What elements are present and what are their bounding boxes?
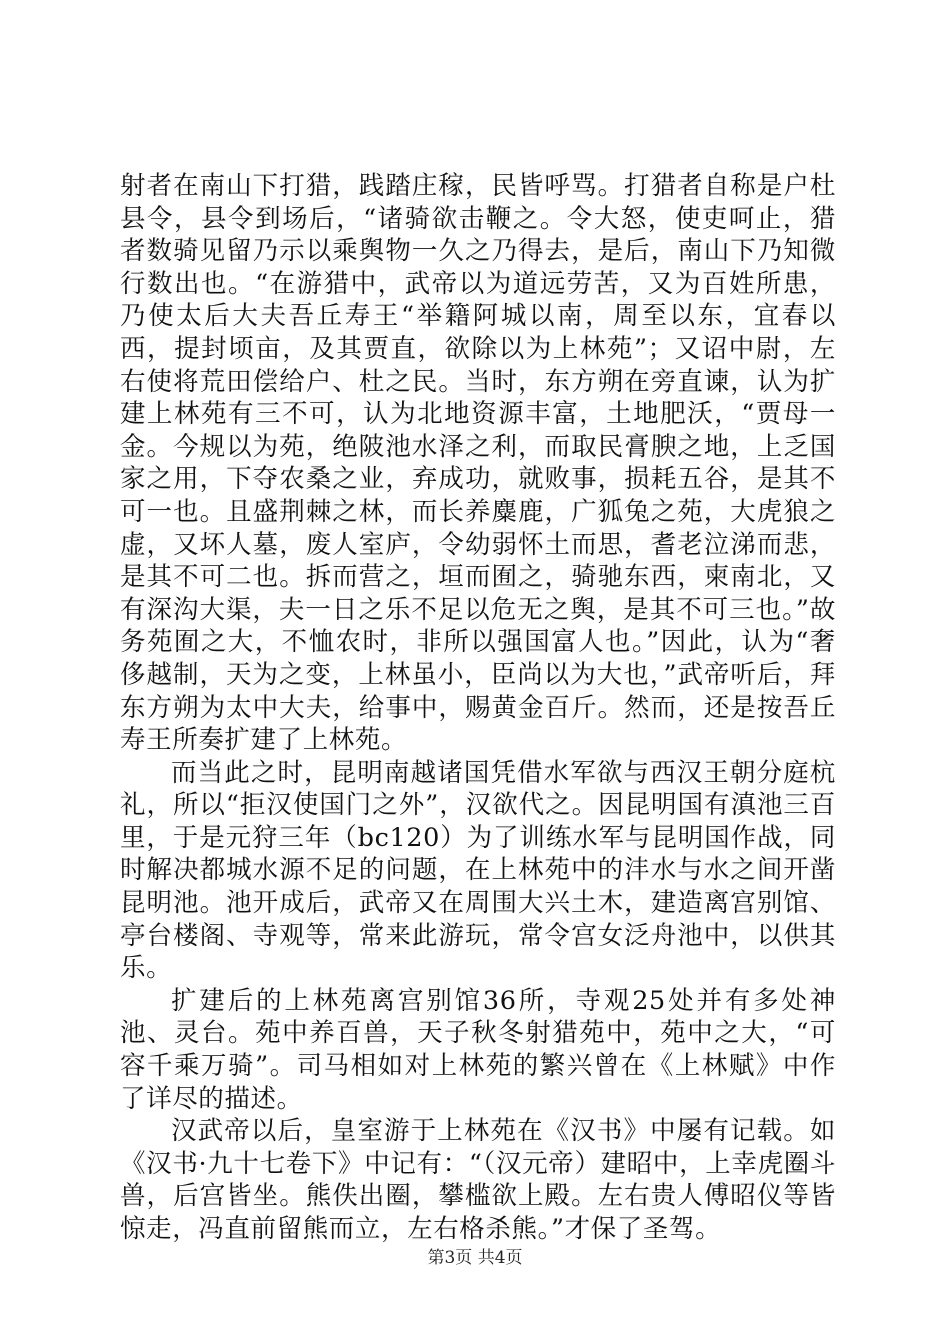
paragraph-2: 而当此之时，昆明南越诸国凭借水军欲与西汉王朝分庭杭礼，所以“拒汉使国门之外”，汉欲代之。因昆明国有滇池三百里，于是元狩三年（bc120）为了训练水军与昆明国作战，同时解决都城水源不足的问题，在上林苑中的沣水与水之间开凿昆明池。池开成后，武帝又在周围大兴土木，建造离宫别馆、亭台楼阁、寺观等，常来此游玩，常令宫女泛舟池中，以供其乐。 [120,757,836,984]
page-number-footer: 第3页 共4页 [427,1248,523,1268]
paragraph-4: 汉武帝以后，皇室游于上林苑在《汉书》中屡有记载。如《汉书·九十七卷下》中记有：“（汉元帝）建昭中，上幸虎圈斗兽，后宫皆坐。熊佚出圈，攀槛欲上殿。左右贵人傅昭仪等皆惊走，冯直前留熊而立，左右格杀熊。”才保了圣驾。 [120,1116,836,1244]
paragraph-1: 射者在南山下打猎，践踏庄稼，民皆呼骂。打猎者自称是户杜县令，县令到场后，“诸骑欲击鞭之。令大怒，使吏呵止，猎者数骑见留乃示以乘舆物一久之乃得去，是后，南山下乃知微行数出也。“在游猎中，武帝以为道远劳苦，又为百姓所患，乃使太后大夫吾丘寿王“举籍阿城以南，周至以东，宜春以西，提封顷亩，及其贾直，欲除以为上林苑”；又诏中尉，左右使将荒田偿给户、杜之民。当时，东方朔在旁直谏，认为扩建上林苑有三不可，认为北地资源丰富，土地肥沃，“贾母一金。今规以为苑，绝陂池水泽之利，而取民膏腴之地，上乏国家之用，下夺农桑之业，弃成功，就败事，损耗五谷，是其不可一也。且盛荆棘之林，而长养麋鹿，广狐兔之苑，大虎狼之虚，又坏人墓，废人室庐，令幼弱怀土而思，耆老泣涕而悲，是其不可二也。拆而营之，垣而囿之，骑驰东西，柬南北，又有深沟大渠，夫一日之乐不足以危无之舆，是其不可三也。”故务苑囿之大，不恤农时，非所以强国富人也。”因此，认为“奢侈越制，天为之变，上林虽小，臣尚以为大也，”武帝听后，拜东方朔为太中大夫，给事中，赐黄金百斤。然而，还是按吾丘寿王所奏扩建了上林苑。 [120,171,836,756]
body-text [120,170,836,1246]
paragraph-3: 扩建后的上林苑离宫别馆36所，寺观25处并有多处神池、灵台。苑中养百兽，天子秋冬射猎苑中，苑中之大，“可容千乘万骑”。司马相如对上林苑的繁兴曾在《上林赋》中作了详尽的描述。 [120,985,836,1114]
